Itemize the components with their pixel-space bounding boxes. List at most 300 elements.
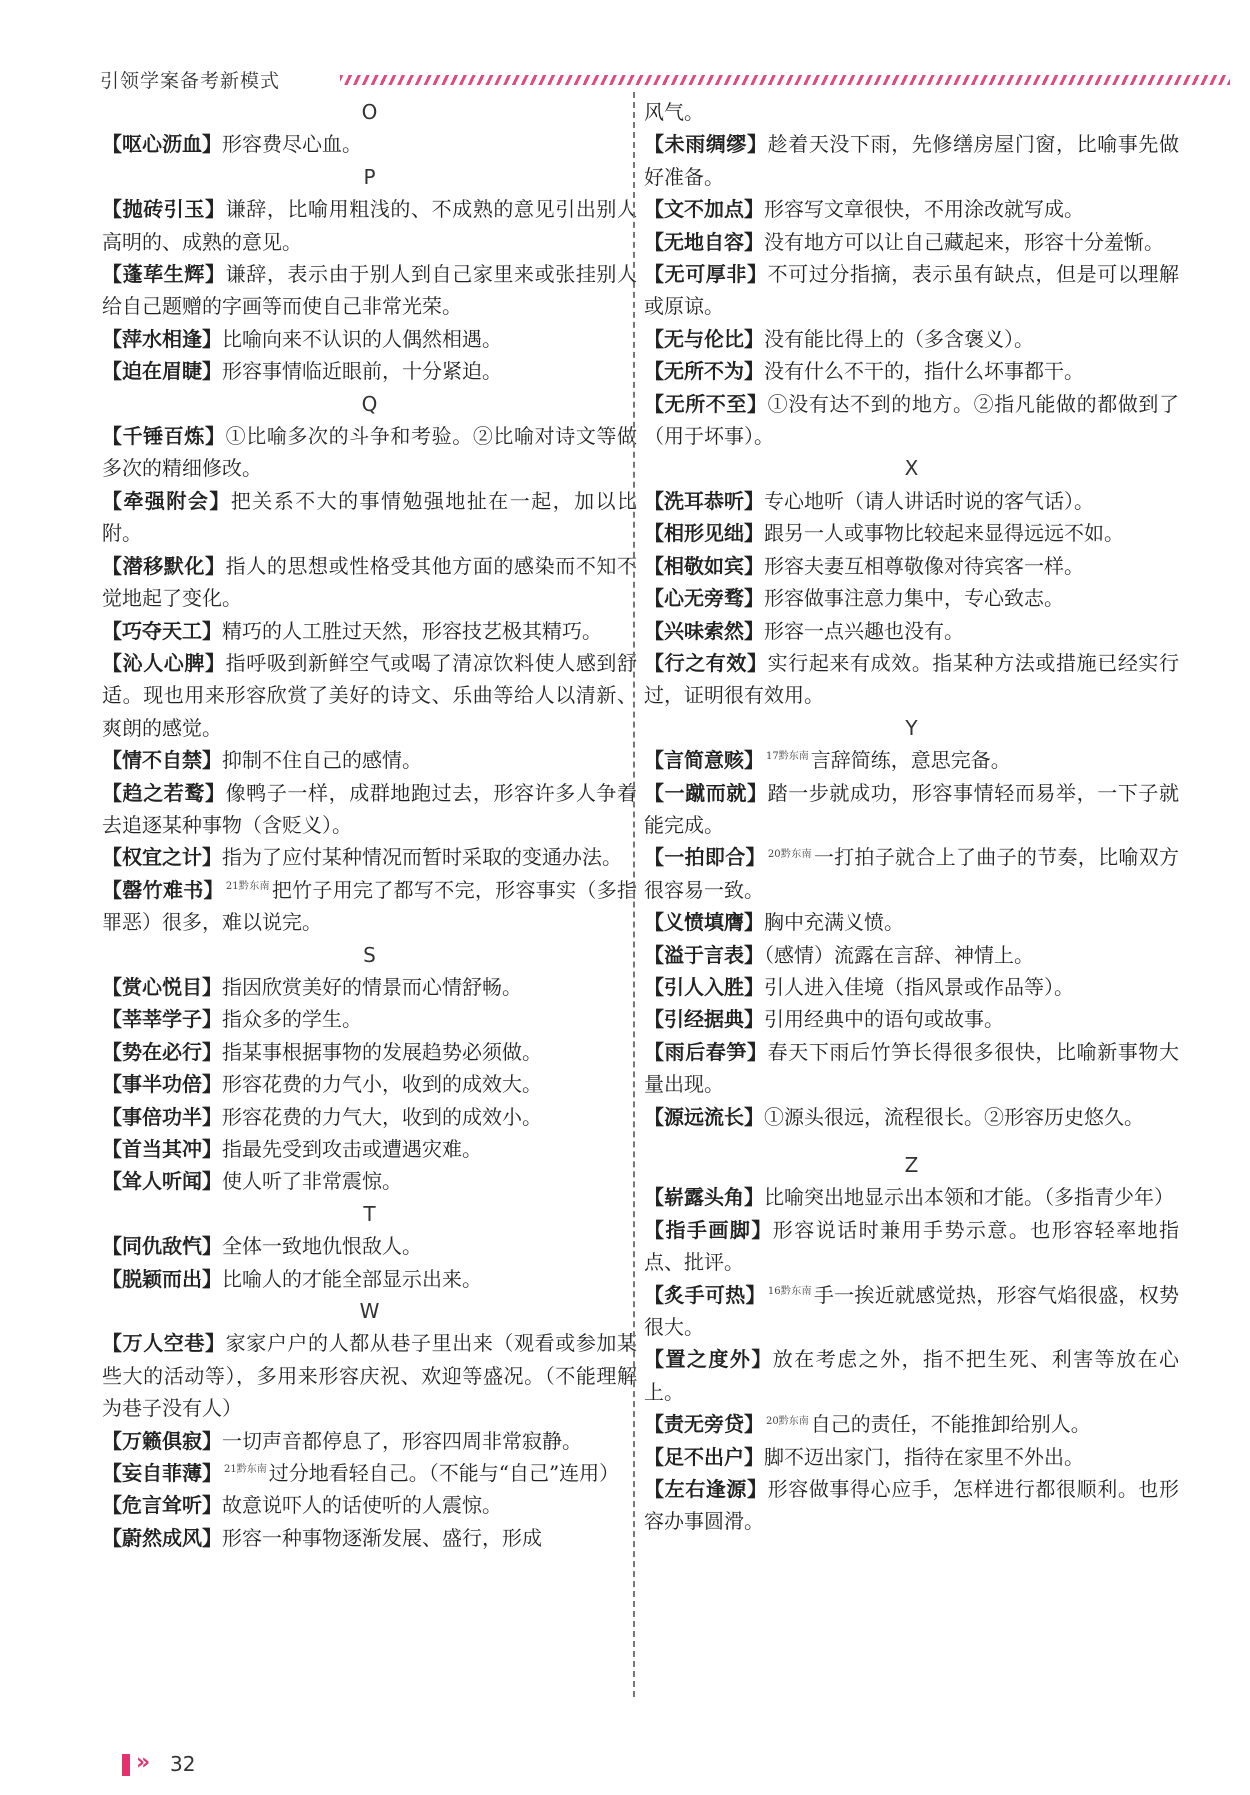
idiom-term-text: 文不加点	[664, 197, 744, 222]
bracket-open: 【	[644, 326, 664, 351]
idiom-entry	[644, 1101, 1179, 1133]
bracket-open: 【	[644, 197, 664, 222]
idiom-term-text: 溢于言表	[664, 942, 744, 967]
idiom-definition: ①比喻多次的斗争和考验。②比喻对诗文等做多次的精细修改。	[102, 424, 638, 481]
idiom-term	[644, 1007, 764, 1031]
idiom-term-text: 势在必行	[122, 1039, 202, 1064]
idiom-term	[644, 1477, 768, 1501]
idiom-entry	[644, 939, 1179, 971]
idiom-term-text: 千锤百炼	[122, 424, 206, 449]
idiom-definition: 过分地看轻自己。（不能与“自己”连用）	[268, 1461, 620, 1486]
idiom-term	[644, 748, 764, 772]
idiom-term	[102, 1040, 222, 1064]
bracket-open: 【	[102, 650, 123, 675]
bracket-open: 【	[102, 1461, 122, 1486]
idiom-definition: 像鸭子一样，成群地跑过去，形容许多人争着去追逐某种事物（含贬义）。	[102, 780, 638, 837]
idiom-term	[102, 132, 222, 156]
idiom-definition: 自己的责任，不能推卸给别人。	[810, 1412, 1091, 1437]
bracket-open: 【	[102, 1493, 122, 1518]
bracket-close: 】	[744, 1007, 764, 1032]
bracket-open: 【	[644, 586, 664, 611]
idiom-entry	[644, 550, 1179, 582]
bracket-open: 【	[644, 488, 664, 513]
idiom-term	[644, 1105, 764, 1129]
idiom-term	[644, 197, 764, 221]
idiom-term	[102, 1105, 222, 1129]
idiom-term-text: 耸人听闻	[122, 1169, 202, 1194]
idiom-term-text: 指手画脚	[665, 1217, 752, 1242]
bracket-close: 】	[747, 132, 768, 157]
idiom-entry	[102, 1263, 637, 1295]
bracket-open: 【	[644, 521, 664, 546]
bracket-close: 】	[744, 326, 764, 351]
idiom-term-text: 萍水相逢	[122, 326, 202, 351]
idiom-definition: 放在考虑之外，指不把生死、利害等放在心上。	[644, 1347, 1180, 1404]
idiom-term	[644, 1283, 766, 1307]
idiom-term-text: 抛砖引玉	[122, 197, 206, 222]
bracket-open: 【	[102, 1331, 123, 1356]
bracket-open: 【	[102, 1072, 122, 1097]
idiom-term-text: 责无旁贷	[664, 1412, 744, 1437]
bracket-close: 】	[205, 780, 226, 805]
bracket-close: 】	[202, 1137, 222, 1161]
idiom-term	[644, 943, 764, 967]
page-header	[100, 66, 1250, 96]
bracket-open: 【	[102, 1169, 122, 1194]
idiom-definition: 形容花费的力气小，收到的成效大。	[222, 1072, 542, 1097]
idiom-term-text: 未雨绸缪	[664, 132, 748, 157]
bracket-open: 【	[644, 1104, 664, 1129]
idiom-term-text: 源远流长	[664, 1104, 744, 1129]
idiom-entry	[102, 1457, 637, 1489]
bracket-close: 】	[744, 974, 764, 999]
bracket-close: 】	[747, 391, 768, 416]
section-letter: Y	[905, 715, 918, 740]
exam-source-tag: 20黔东南	[767, 848, 812, 860]
idiom-definition: 指人的思想或性格受其他方面的感染而不知不觉地起了变化。	[102, 553, 638, 611]
idiom-term-text: 无与伦比	[664, 326, 744, 351]
idiom-term	[102, 748, 222, 772]
exam-source-tag: 16黔东南	[767, 1285, 812, 1297]
bracket-open: 【	[102, 974, 122, 999]
bracket-open: 【	[102, 1234, 122, 1259]
idiom-entry	[102, 485, 637, 550]
bracket-open: 【	[102, 326, 122, 351]
idiom-term-text: 趋之若鹜	[122, 780, 206, 805]
bracket-close: 】	[203, 877, 224, 902]
bracket-close: 】	[202, 1266, 222, 1291]
idiom-term-text: 潜移默化	[122, 553, 206, 578]
idiom-definition: 形容费尽心血。	[222, 132, 362, 157]
idiom-term	[644, 327, 764, 351]
idiom-definition: 没有能比得上的（多含褒义）。	[764, 326, 1034, 351]
idiom-term-text: 事倍功半	[122, 1104, 202, 1129]
idiom-term-text: 无所不为	[664, 359, 744, 384]
bracket-close: 】	[202, 1461, 222, 1486]
idiom-definition: 形容花费的力气大，收到的成效小。	[222, 1104, 542, 1129]
idiom-definition: 指因欣赏美好的情景而心情舒畅。	[222, 974, 522, 999]
bracket-open: 【	[102, 197, 123, 222]
bracket-close: 】	[747, 780, 768, 805]
bracket-open: 【	[644, 359, 664, 384]
bracket-open: 【	[102, 618, 122, 643]
bracket-open: 【	[102, 1104, 122, 1129]
idiom-definition: 引人进入佳境（指风景或作品等）。	[764, 974, 1074, 999]
idiom-term-text: 事半功倍	[122, 1072, 202, 1097]
idiom-term	[102, 1072, 222, 1096]
idiom-definition: 指某事根据事物的发展趋势必须做。	[222, 1039, 542, 1064]
exam-source-tag: 17黔东南	[766, 751, 809, 763]
idiom-definition: 指众多的学生。	[222, 1007, 362, 1032]
idiom-term-text: 妄自菲薄	[122, 1461, 202, 1486]
right-column	[644, 96, 1179, 1538]
bracket-close: 】	[751, 1217, 773, 1242]
idiom-term-text: 莘莘学子	[122, 1007, 202, 1032]
bracket-close: 】	[202, 618, 222, 643]
idiom-entry	[102, 1327, 637, 1424]
idiom-entry	[102, 1068, 637, 1100]
idiom-definition: 一打拍子就合上了曲子的节奏，比喻双方很容易一致。	[644, 845, 1180, 902]
idiom-term-text: 义愤填膺	[664, 910, 744, 935]
idiom-definition: 使人听了非常震惊。	[222, 1169, 402, 1194]
bracket-open: 【	[102, 132, 122, 157]
bracket-open: 【	[102, 553, 123, 578]
bracket-open: 【	[644, 1477, 665, 1502]
idiom-definition: 引用经典中的语句或故事。	[764, 1007, 1004, 1032]
idiom-term-text: 心无旁骛	[664, 586, 744, 611]
left-column	[102, 96, 637, 1554]
idiom-definition: 全体一致地仇恨敌人。	[222, 1234, 422, 1259]
idiom-term-text: 脱颖而出	[122, 1266, 202, 1291]
bracket-open: 【	[102, 1039, 122, 1064]
idiom-definition: 风气。	[644, 100, 704, 124]
idiom-entry	[644, 906, 1179, 938]
idiom-definition: 趁着天没下雨，先修缮房屋门窗，比喻事先做好准备。	[644, 132, 1180, 189]
idiom-term-text: 巧夺天工	[122, 618, 202, 643]
bracket-close: 】	[744, 1412, 764, 1437]
idiom-definition: 春天下雨后竹笋长得很多很快，比喻新事物大量出现。	[644, 1039, 1180, 1097]
idiom-entry	[644, 744, 1179, 776]
bracket-close: 】	[744, 748, 764, 773]
bracket-open: 【	[102, 359, 122, 384]
bracket-close: 】	[205, 424, 226, 449]
bracket-open: 【	[102, 877, 123, 902]
idiom-entry	[644, 1343, 1179, 1408]
idiom-entry	[644, 777, 1179, 842]
header-decoration	[340, 75, 1230, 85]
idiom-definition: 踏一步就成功，形容事情轻而易举，一下子就能完成。	[644, 780, 1180, 837]
idiom-term-text: 迫在眉睫	[122, 359, 202, 384]
idiom-entry	[102, 1101, 637, 1133]
bracket-close: 】	[202, 1428, 222, 1453]
idiom-term-text: 雨后春笋	[664, 1039, 748, 1064]
bracket-open: 【	[644, 1347, 666, 1372]
idiom-term-text: 行之有效	[664, 650, 748, 675]
exam-source-tag: 21黔东南	[225, 881, 270, 893]
bracket-close: 】	[205, 553, 226, 578]
idiom-entry	[102, 323, 637, 355]
bracket-close: 】	[202, 1493, 222, 1518]
idiom-term	[644, 1185, 764, 1209]
footer-arrows-icon: »	[136, 1750, 148, 1775]
bracket-open: 【	[102, 424, 123, 449]
bracket-close: 】	[745, 1282, 766, 1307]
bracket-close: 】	[202, 748, 222, 773]
idiom-term-text: 无地自容	[664, 229, 744, 254]
idiom-term	[644, 230, 764, 254]
idiom-entry	[644, 128, 1179, 193]
idiom-entry	[102, 777, 637, 842]
idiom-entry	[102, 1036, 637, 1068]
bracket-open: 【	[102, 1525, 122, 1550]
idiom-term	[102, 1429, 222, 1453]
idiom-entry	[644, 258, 1179, 323]
idiom-entry	[644, 517, 1179, 549]
idiom-entry	[644, 1181, 1179, 1213]
idiom-term-text: 蔚然成风	[122, 1525, 202, 1550]
idiom-definition: 比喻向来不认识的人偶然相遇。	[222, 326, 502, 351]
idiom-entry	[102, 971, 637, 1003]
idiom-entry	[644, 1036, 1179, 1101]
bracket-open: 【	[644, 1412, 664, 1437]
idiom-term	[644, 975, 764, 999]
idiom-term-text: 呕心沥血	[122, 132, 202, 157]
idiom-definition: 不可过分指摘，表示虽有缺点，但是可以理解或原谅。	[644, 262, 1180, 319]
idiom-definition: 没有什么不干的，指什么坏事都干。	[764, 359, 1084, 384]
idiom-term	[102, 359, 222, 383]
bracket-close: 】	[202, 132, 222, 157]
idiom-term	[102, 1526, 222, 1550]
idiom-term	[102, 878, 224, 902]
idiom-term-text: 相敬如宾	[664, 553, 744, 578]
idiom-entry	[644, 971, 1179, 1003]
idiom-entry	[102, 1133, 637, 1165]
idiom-entry	[644, 1003, 1179, 1035]
idiom-term	[644, 521, 764, 545]
bracket-close: 】	[205, 197, 226, 222]
idiom-term-text: 一蹴而就	[664, 780, 748, 805]
bracket-open: 【	[102, 780, 123, 805]
idiom-term-text: 言简意赅	[664, 748, 744, 773]
bracket-close: 】	[202, 326, 222, 351]
idiom-term	[102, 197, 226, 221]
idiom-entry	[102, 193, 637, 258]
idiom-term-text: 置之度外	[665, 1347, 752, 1372]
bracket-open: 【	[644, 910, 664, 935]
idiom-entry	[644, 1441, 1179, 1473]
idiom-entry	[644, 582, 1179, 614]
idiom-definition: 比喻突出地显示出本领和才能。（多指青少年）	[764, 1185, 1174, 1210]
bracket-open: 【	[644, 262, 665, 287]
section-letter: W	[359, 1299, 380, 1324]
bracket-open: 【	[644, 942, 664, 967]
idiom-term-text: 炙手可热	[664, 1282, 746, 1307]
idiom-term	[102, 262, 226, 286]
idiom-entry	[644, 1473, 1179, 1538]
idiom-definition: 精巧的人工胜过天然，形容技艺极其精巧。	[222, 618, 602, 643]
idiom-definition: 手一挨近就感觉热，形容气焰很盛，权势很大。	[644, 1282, 1180, 1340]
idiom-definition: 没有地方可以让自己藏起来，形容十分羞惭。	[764, 229, 1164, 254]
bracket-open: 【	[102, 1137, 122, 1161]
idiom-definition: 家家户户的人都从巷子里出来（观看或参加某些大的活动等），多用来形容庆祝、欢迎等盛况。（不能理解为巷子没有人）	[102, 1331, 638, 1421]
bracket-close: 】	[744, 229, 764, 254]
idiom-entry	[102, 1522, 637, 1554]
idiom-definition: 谦辞，比喻用粗浅的、不成熟的意见引出别人高明的、成熟的意见。	[102, 197, 638, 254]
idiom-entry	[644, 841, 1179, 906]
idiom-term	[644, 651, 768, 675]
idiom-term	[644, 554, 764, 578]
bracket-close: 】	[744, 910, 764, 935]
idiom-term	[644, 1347, 773, 1371]
bracket-open: 【	[102, 1007, 122, 1032]
idiom-definition: 把竹子用完了都写不完，形容事实（多指罪恶）很多，难以说完。	[102, 877, 638, 935]
section-letter: Q	[361, 391, 378, 416]
bracket-open: 【	[102, 1428, 122, 1453]
idiom-entry	[644, 226, 1179, 258]
idiom-definition: 把关系不大的事情勉强地扯在一起，加以比附。	[102, 488, 638, 546]
bracket-close: 】	[744, 1104, 764, 1129]
idiom-term	[102, 975, 222, 999]
idiom-entry	[644, 96, 1179, 128]
idiom-term	[102, 1137, 222, 1161]
idiom-definition: 抑制不住自己的感情。	[222, 748, 422, 773]
bracket-open: 【	[644, 1217, 666, 1242]
idiom-term-text: 同仇敌忾	[122, 1234, 202, 1259]
idiom-entry	[102, 874, 637, 939]
idiom-term-text: 无所不至	[664, 391, 748, 416]
idiom-term-text: 左右逢源	[664, 1477, 748, 1502]
idiom-definition: 形容一点兴趣也没有。	[764, 618, 964, 643]
idiom-term	[102, 781, 226, 805]
idiom-definition: 脚不迈出家门，指待在家里不外出。	[764, 1444, 1084, 1469]
idiom-entry	[644, 615, 1179, 647]
idiom-term	[644, 619, 764, 643]
idiom-entry	[644, 323, 1179, 355]
idiom-term	[644, 845, 766, 869]
section-letter: Z	[904, 1153, 919, 1177]
idiom-term	[102, 1461, 222, 1485]
idiom-term-text: 无可厚非	[664, 262, 748, 287]
bracket-open: 【	[644, 132, 665, 157]
page-number: 32	[170, 1752, 196, 1776]
idiom-term-text: 沁人心脾	[122, 650, 206, 675]
idiom-definition: 故意说吓人的话使听的人震惊。	[222, 1493, 502, 1518]
idiom-term	[644, 489, 764, 513]
bracket-close: 】	[744, 359, 764, 384]
bracket-close: 】	[744, 488, 764, 513]
idiom-term-text: 引经据典	[664, 1007, 744, 1032]
idiom-definition: 形容做事注意力集中，专心致志。	[764, 586, 1064, 611]
bracket-close: 】	[744, 521, 764, 546]
idiom-term	[102, 1234, 222, 1258]
bracket-close: 】	[202, 1072, 222, 1097]
bracket-close: 】	[205, 650, 226, 675]
bracket-close: 】	[202, 1104, 222, 1129]
idiom-definition: 跟另一人或事物比较起来显得远远不如。	[764, 521, 1124, 546]
idiom-entry	[644, 647, 1179, 712]
idiom-definition: 形容说话时兼用手势示意。也形容轻率地指点、批评。	[644, 1217, 1180, 1275]
bracket-close: 】	[747, 650, 768, 675]
idiom-term	[102, 651, 226, 675]
idiom-definition: 比喻人的才能全部显示出来。	[222, 1266, 482, 1291]
idiom-term	[644, 359, 764, 383]
bracket-open: 【	[644, 1039, 665, 1064]
footer-bar	[122, 1754, 130, 1776]
idiom-definition: 形容一种事物逐渐发展、盛行，形成	[222, 1525, 542, 1550]
idiom-term-text: 罄竹难书	[122, 877, 204, 902]
bracket-open: 【	[644, 1007, 664, 1032]
idiom-entry	[102, 128, 637, 160]
idiom-entry	[644, 355, 1179, 387]
section-letter: S	[363, 942, 376, 967]
idiom-entry	[644, 485, 1179, 517]
idiom-term	[102, 1169, 222, 1193]
idiom-term-text: 危言耸听	[122, 1493, 202, 1518]
idiom-definition: ①源头很远，流程很长。②形容历史悠久。	[764, 1104, 1144, 1129]
idiom-term	[102, 424, 226, 448]
idiom-entry	[102, 420, 637, 485]
section-letter: T	[363, 1201, 376, 1226]
idiom-entry	[644, 1214, 1179, 1279]
bracket-close: 】	[202, 974, 222, 999]
bracket-open: 【	[102, 1266, 122, 1291]
idiom-definition: 形容写文章很快，不用涂改就写成。	[764, 197, 1084, 222]
section-letter: X	[904, 456, 919, 481]
idiom-term	[644, 586, 764, 610]
idiom-term	[102, 489, 231, 513]
idiom-entry	[102, 841, 637, 873]
idiom-term	[102, 1007, 222, 1031]
idiom-entry	[102, 1425, 637, 1457]
idiom-definition: 形容夫妻互相尊敬像对待宾客一样。	[764, 553, 1084, 578]
idiom-term-text: 情不自禁	[122, 748, 202, 773]
idiom-term-text: 万人空巷	[122, 1331, 206, 1356]
idiom-entry	[102, 355, 637, 387]
bracket-close: 】	[747, 1039, 768, 1064]
idiom-term	[102, 1331, 226, 1355]
bracket-open: 【	[644, 1185, 664, 1210]
bracket-open: 【	[644, 974, 664, 999]
bracket-open: 【	[644, 650, 665, 675]
idiom-term-text: 相形见绌	[664, 521, 744, 546]
idiom-term	[102, 327, 222, 351]
idiom-entry	[644, 193, 1179, 225]
idiom-term	[102, 619, 222, 643]
idiom-entry	[102, 744, 637, 776]
exam-source-tag: 21黔东南	[224, 1464, 267, 1476]
idiom-term-text: 首当其冲	[122, 1137, 202, 1161]
exam-source-tag: 20黔东南	[766, 1415, 809, 1427]
bracket-close: 】	[202, 845, 222, 870]
bracket-open: 【	[102, 488, 124, 513]
bracket-close: 】	[747, 1477, 768, 1502]
idiom-term-text: 蓬荜生辉	[122, 262, 206, 287]
idiom-term-text: 万籁俱寂	[122, 1428, 202, 1453]
idiom-definition: 专心地听（请人讲话时说的客气话）。	[764, 488, 1094, 513]
bracket-open: 【	[644, 391, 665, 416]
idiom-term	[644, 1445, 764, 1469]
bracket-close: 】	[202, 359, 222, 384]
bracket-close: 】	[745, 845, 766, 870]
bracket-open: 【	[644, 1282, 665, 1307]
bracket-open: 【	[102, 845, 122, 870]
idiom-definition: ①没有达不到的地方。②指凡能做的都做到了（用于坏事）。	[644, 391, 1180, 449]
idiom-definition: 指为了应付某种情况而暂时采取的变通办法。	[222, 845, 622, 870]
idiom-term	[644, 1412, 764, 1436]
idiom-term	[102, 845, 222, 869]
bracket-close: 】	[744, 942, 764, 967]
idiom-entry	[102, 615, 637, 647]
